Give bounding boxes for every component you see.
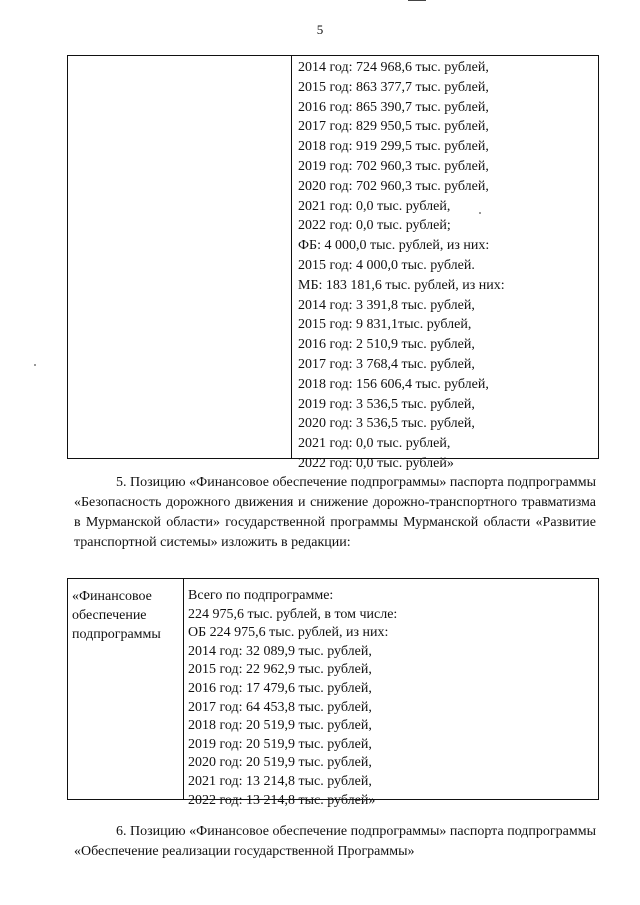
- funding-line: ОБ 224 975,6 тыс. рублей, из них:: [188, 625, 389, 641]
- scan-speck: [479, 212, 481, 214]
- funding-line: 2018 год: 156 606,4 тыс. рублей,: [298, 376, 489, 392]
- funding-line: 2015 год: 863 377,7 тыс. рублей,: [298, 79, 489, 95]
- funding-line: 2017 год: 3 768,4 тыс. рублей,: [298, 356, 475, 372]
- scan-mark: [408, 0, 426, 1]
- table-column-divider: [291, 56, 292, 458]
- funding-line: ФБ: 4 000,0 тыс. рублей, из них:: [298, 238, 490, 254]
- funding-table-new: [67, 578, 599, 808]
- funding-line: 2017 год: 829 950,5 тыс. рублей,: [298, 119, 489, 135]
- funding-line: МБ: 183 181,6 тыс. рублей, из них:: [298, 277, 505, 293]
- funding-line: 2021 год: 0,0 тыс. рублей,: [298, 436, 451, 452]
- funding-line: 2014 год: 3 391,8 тыс. рублей,: [298, 297, 475, 313]
- table-column-divider: [183, 579, 184, 799]
- position-label-line: «Финансовое: [72, 589, 152, 604]
- funding-line: 2019 год: 3 536,5 тыс. рублей,: [298, 396, 475, 412]
- position-label-line: подпрограммы: [72, 627, 161, 642]
- table-left-cell: [72, 587, 180, 644]
- funding-table-continued: [67, 55, 599, 471]
- paragraph-6-text: 6. Позицию «Финансовое обеспечение подпрограммы» паспорта подпрограммы «Обеспечение реализации государственной Программы»: [74, 824, 596, 859]
- paragraph-5-text: 5. Позицию «Финансовое обеспечение подпрограммы» паспорта подпрограммы «Безопасность дорожного движения и снижение дорожно-транспортного травматизма в Мурманской области» государственной программы Мурманской области «Развитие транспортной системы» изложить в редакции:: [74, 475, 596, 550]
- position-label-line: обеспечение: [72, 608, 147, 623]
- funding-line: 2016 год: 17 479,6 тыс. рублей,: [188, 680, 372, 696]
- funding-line: 2016 год: 865 390,7 тыс. рублей,: [298, 99, 489, 115]
- funding-line: 2020 год: 20 519,9 тыс. рублей,: [188, 755, 372, 771]
- funding-line: 2014 год: 724 968,6 тыс. рублей,: [298, 60, 489, 75]
- funding-line: 2014 год: 32 089,9 тыс. рублей,: [188, 643, 372, 659]
- funding-line: 2015 год: 9 831,1тыс. рублей,: [298, 317, 472, 333]
- funding-line: 2020 год: 702 960,3 тыс. рублей,: [298, 178, 489, 194]
- scan-speck: [34, 364, 36, 366]
- table-right-cell: [298, 58, 598, 474]
- funding-line: 2020 год: 3 536,5 тыс. рублей,: [298, 416, 475, 432]
- funding-line: 2018 год: 20 519,9 тыс. рублей,: [188, 718, 372, 734]
- funding-line: 2015 год: 22 962,9 тыс. рублей,: [188, 662, 372, 678]
- funding-line: 2016 год: 2 510,9 тыс. рублей,: [298, 337, 475, 353]
- funding-line: 2019 год: 702 960,3 тыс. рублей,: [298, 158, 489, 174]
- funding-line: 2017 год: 64 453,8 тыс. рублей,: [188, 699, 372, 715]
- funding-line: 2022 год: 0,0 тыс. рублей;: [298, 218, 451, 234]
- funding-line: 2021 год: 13 214,8 тыс. рублей,: [188, 773, 372, 789]
- page-number: 5: [316, 22, 324, 37]
- funding-line: 2018 год: 919 299,5 тыс. рублей,: [298, 139, 489, 155]
- funding-line: 2019 год: 20 519,9 тыс. рублей,: [188, 736, 372, 752]
- funding-line: 2021 год: 0,0 тыс. рублей,: [298, 198, 451, 214]
- funding-line: 2015 год: 4 000,0 тыс. рублей.: [298, 257, 475, 273]
- funding-line: Всего по подпрограмме:: [188, 588, 334, 603]
- table-right-cell: [188, 587, 593, 810]
- funding-line: 224 975,6 тыс. рублей, в том числе:: [188, 606, 398, 622]
- funding-line: 2022 год: 0,0 тыс. рублей»: [298, 455, 454, 471]
- paragraph-5: [74, 473, 596, 553]
- funding-line: 2022 год: 13 214,8 тыс. рублей»: [188, 792, 376, 808]
- paragraph-6: [74, 822, 596, 862]
